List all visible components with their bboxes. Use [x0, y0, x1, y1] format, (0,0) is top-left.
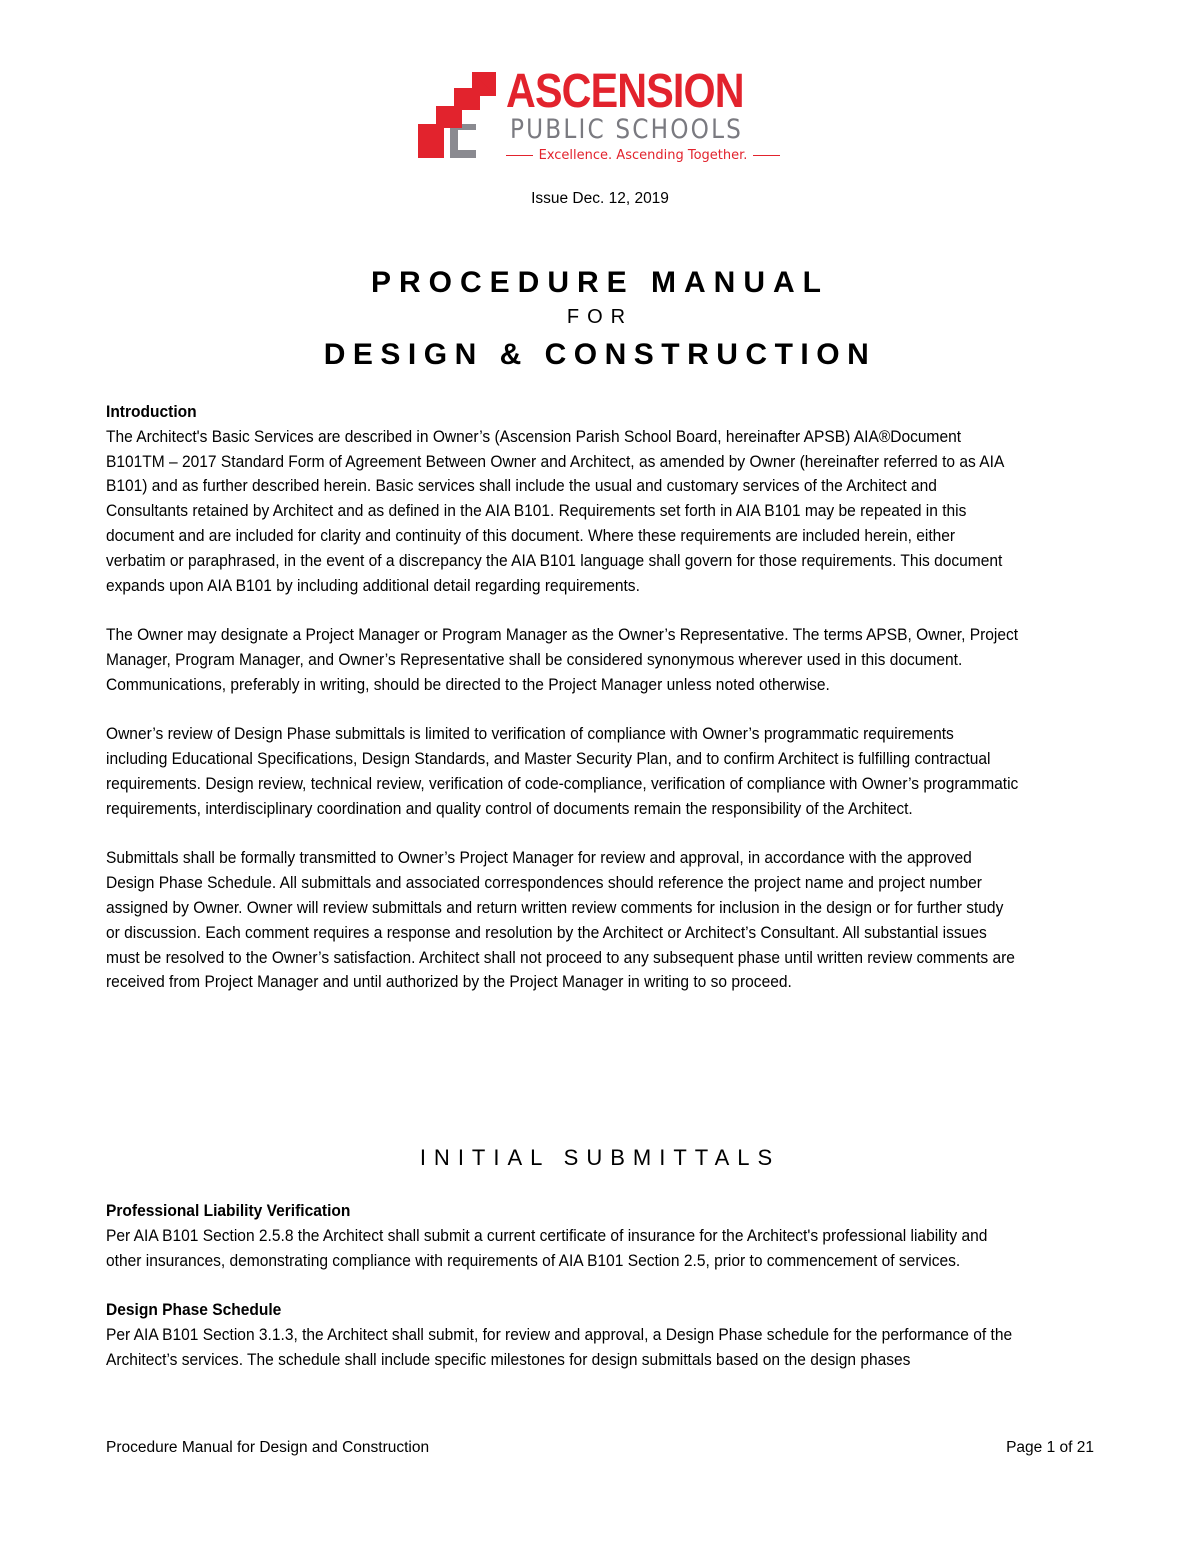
introduction-heading: Introduction — [106, 402, 197, 421]
intro-paragraph-1: The Architect's Basic Services are described in Owner’s (Ascension Parish School Board, hereinafter APSB) AIA®Document B101TM – 2017 Standard Form of Agreement Between Owner and Architect, as amended by Owner (hereinafter referred to as AIA B101) and as further described herein. Basic services shall include the usual and customary services of the Architect and Consultants retained by Architect and as defined in the AIA B101. Requirements set forth in AIA B101 may be repeated in this document and are included for clarity and continuity of this document. Where these requirements are included herein, either verbatim or paraphrased, in the event of a discrepancy the AIA B101 language shall govern for those requirements. This document expands upon AIA B101 by including additional detail regarding requirements. — [106, 426, 1004, 595]
footer-document-title: Procedure Manual for Design and Construction — [106, 1439, 430, 1456]
ascension-arrow-icon — [414, 66, 506, 166]
design-phase-schedule-text: Per AIA B101 Section 3.1.3, the Architect shall submit, for review and approval, a Design Phase schedule for the performance of the Architect’s services. The schedule shall include specific milestones for design submittals based on the design phases — [106, 1324, 1013, 1369]
professional-liability-text: Per AIA B101 Section 2.5.8 the Architect shall submit a current certificate of insurance for the Architect's professional liability and other insurances, demonstrating compliance with requirements of AIA B101 Section 2.5, prior to commencement of services. — [106, 1225, 988, 1270]
footer-page-number: Page 1 of 21 — [1006, 1439, 1094, 1456]
intro-paragraph-4: Submittals shall be formally transmitted to Owner’s Project Manager for review and approval, in accordance with the approved Design Phase Schedule. All submittals and associated correspondences should reference the project name and project number assigned by Owner. Owner will review submittals and return written review comments for inclusion in the design or for further study or discussion. Each comment requires a response and resolution by the Architect or Architect’s Consultant. All substantial issues must be resolved to the Owner’s satisfaction. Architect shall not proceed to any subsequent phase until written review comments are received from Project Manager and until authorized by the Project Manager in writing to so proceed. — [106, 848, 1015, 992]
page-footer — [106, 1439, 1094, 1457]
tagline-rule-right — [753, 155, 780, 157]
title-line-3: DESIGN & CONSTRUCTION — [323, 338, 877, 371]
intro-paragraph-2: The Owner may designate a Project Manager or Program Manager as the Owner’s Representative. The terms APSB, Owner, Project Manager, Program Manager, and Owner’s Representative shall be considered synonymous wherever used in this document. Communications, preferably in writing, should be directed to the Project Manager unless noted otherwise. — [106, 625, 1019, 694]
issue-date: Issue Dec. 12, 2019 — [531, 190, 669, 207]
tagline-rule-left — [506, 155, 533, 157]
introduction-section — [106, 400, 1019, 995]
title-line-1: PROCEDURE MANUAL — [371, 266, 829, 299]
logo-subtitle: PUBLIC SCHOOLS — [510, 114, 744, 145]
professional-liability-heading: Professional Liability Verification — [106, 1201, 351, 1220]
design-phase-schedule-heading: Design Phase Schedule — [106, 1300, 282, 1320]
logo-tagline: Excellence. Ascending Together. — [538, 148, 748, 163]
intro-paragraph-3: Owner’s review of Design Phase submittals is limited to verification of compliance with Owner’s programmatic requirements including Educational Specifications, Design Standards, and Master Security Plan, and to confirm Architect is fulfilling contractual requirements. Design review, technical review, verification of code-compliance, verification of compliance with Owner’s programmatic requirements, interdisciplinary coordination and quality control of documents remain the responsibility of the Architect. — [106, 724, 1019, 818]
logo-tagline-row — [506, 148, 780, 163]
initial-submittals-heading: INITIAL SUBMITTALS — [419, 1145, 781, 1170]
logo-name: ASCENSION — [506, 65, 744, 118]
title-line-2: FOR — [566, 306, 634, 328]
ascension-logo — [414, 66, 794, 166]
initial-submittals-section — [106, 1199, 1019, 1373]
